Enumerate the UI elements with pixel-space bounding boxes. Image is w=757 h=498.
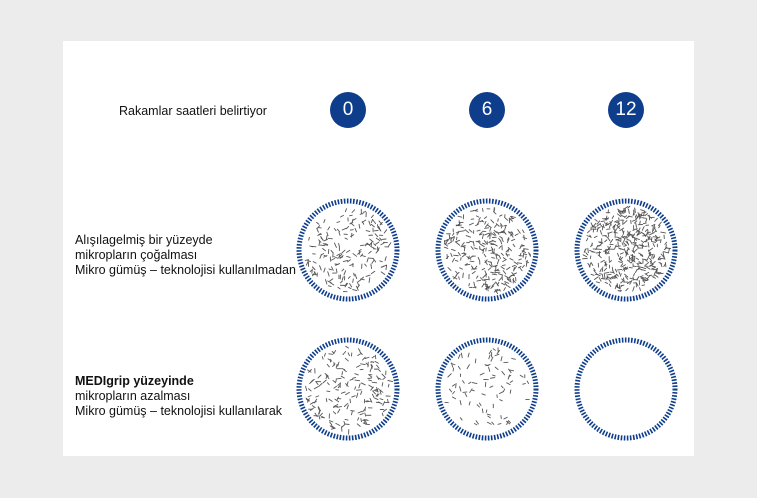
microbe-mark xyxy=(651,261,652,264)
hour-badge-6: 6 xyxy=(469,92,505,128)
row-label-conventional xyxy=(75,233,296,278)
row-label-medigrip xyxy=(75,374,282,419)
petri-dish-medigrip-12h xyxy=(573,336,679,442)
microbe-mark xyxy=(472,267,473,270)
petri-dish-conventional-6h xyxy=(434,197,540,303)
microbe-mark xyxy=(475,359,476,363)
microbe-mark xyxy=(328,286,331,287)
microbe-mark xyxy=(642,285,645,286)
microbe-mark xyxy=(641,215,644,216)
microbe-mark xyxy=(469,283,470,286)
microbe-mark xyxy=(336,379,337,382)
row-label-line: MEDIgrip yüzeyinde xyxy=(75,374,194,388)
microbe-mark xyxy=(353,279,354,283)
microbe-mark xyxy=(463,273,464,278)
petri-dish-medigrip-0h xyxy=(295,336,401,442)
hour-badge-0: 0 xyxy=(330,92,366,128)
row-label-line: Mikro gümüş – teknolojisi kullanılmadan xyxy=(75,263,296,277)
microbe-mark xyxy=(351,411,355,412)
microbe-mark xyxy=(524,254,527,255)
row-label-line: Alışılagelmiş bir yüzeyde xyxy=(75,233,213,247)
hours-caption: Rakamlar saatleri belirtiyor xyxy=(119,104,267,118)
microbe-mark xyxy=(635,209,636,213)
microbe-mark xyxy=(360,245,364,246)
microbe-mark xyxy=(365,420,366,424)
microbe-mark xyxy=(477,280,481,281)
microbe-mark xyxy=(361,419,362,422)
microbe-mark xyxy=(510,390,511,393)
microbe-mark xyxy=(593,229,594,232)
microbe-mark xyxy=(485,228,489,229)
microbe-mark xyxy=(498,219,499,222)
microbe-mark xyxy=(645,246,648,247)
microbe-mark xyxy=(629,256,630,260)
microbe-mark xyxy=(524,235,525,240)
row-label-line: Mikro gümüş – teknolojisi kullanılarak xyxy=(75,404,283,418)
petri-dish-conventional-0h xyxy=(295,197,401,303)
microbe-mark xyxy=(640,221,641,224)
microbe-mark xyxy=(489,277,490,280)
microbe-mark xyxy=(482,409,483,413)
microbe-mark xyxy=(633,213,634,216)
microbe-mark xyxy=(617,284,618,288)
petri-dish-medigrip-6h xyxy=(434,336,540,442)
microbe-mark xyxy=(454,255,459,256)
microbe-mark xyxy=(377,225,378,228)
microbe-mark xyxy=(327,391,330,392)
microbe-mark xyxy=(523,384,526,385)
microbe-mark xyxy=(494,249,495,253)
microbe-mark xyxy=(354,273,355,276)
microbe-mark xyxy=(634,266,637,267)
microbe-mark xyxy=(461,227,464,228)
microbe-mark xyxy=(602,267,603,272)
microbe-mark xyxy=(524,249,528,250)
microbe-mark xyxy=(483,208,484,211)
microbe-mark xyxy=(463,392,467,393)
microbe-mark xyxy=(492,258,495,259)
microbe-mark xyxy=(372,382,376,383)
microbe-mark xyxy=(337,378,341,379)
row-label-line: mikropların azalması xyxy=(75,389,191,403)
microbe-mark xyxy=(588,248,589,252)
microbe-mark xyxy=(366,244,370,245)
microbe-mark xyxy=(386,265,387,270)
microbe-mark xyxy=(486,410,487,413)
microbe-mark xyxy=(326,399,327,402)
microbe-mark xyxy=(350,215,353,216)
row-label-line: mikropların çoğalması xyxy=(75,248,198,262)
petri-dish-conventional-12h xyxy=(573,197,679,303)
microbe-mark xyxy=(355,380,360,381)
microbe-mark xyxy=(320,245,325,246)
microbe-mark xyxy=(329,354,333,355)
hour-badge-12: 12 xyxy=(608,92,644,128)
